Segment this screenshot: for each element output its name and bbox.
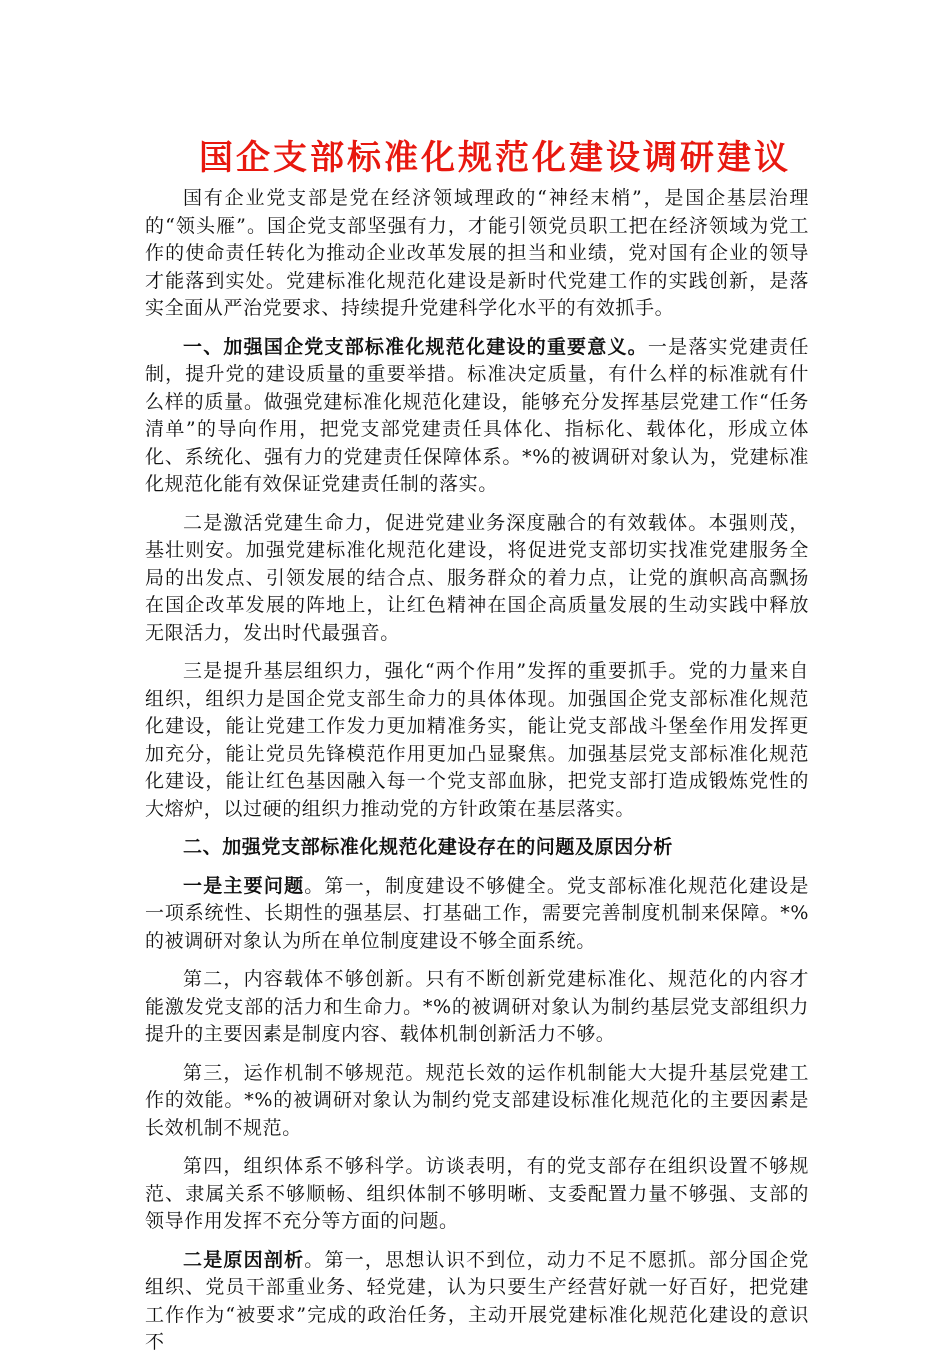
problems-paragraph-1 — [145, 873, 809, 956]
problems-p1-text: 。第一，制度建设不够健全。党支部标准化规范化建设是一项系统性、长期性的强基层、打基础工作，需要完善制度机制来保障。*%的被调研对象认为所在单位制度建设不够全面系统。 — [145, 874, 809, 952]
causes-lead: 二是原因剖析 — [183, 1248, 305, 1271]
document-title: 国企支部标准化规范化建设调研建议 — [199, 138, 791, 178]
problems-paragraph-4: 第四，组织体系不够科学。访谈表明，有的党支部存在组织设置不够规范、隶属关系不够顺畅、组织体制不够明晰、支委配置力量不够强、支部的领导作用发挥不充分等方面的问题。 — [145, 1155, 809, 1232]
section1-heading: 一、加强国企党支部标准化规范化建设的重要意义。 — [183, 335, 648, 358]
section2-heading: 二、加强党支部标准化规范化建设存在的问题及原因分析 — [183, 836, 674, 858]
problems-paragraph-3: 第三，运作机制不够规范。规范长效的运作机制能大大提升基层党建工作的效能。*%的被调研对象认为制约党支部建设标准化规范化的主要因素是长效机制不规范。 — [145, 1061, 809, 1139]
causes-p1-text: 。第一，思想认识不到位，动力不足不愿抓。部分国企党组织、党员干部重业务、轻党建，认为只要生产经营好就一好百好，把党建工作作为“被要求”完成的政治任务，主动开展党建标准化规范化建设的意识不 — [145, 1248, 809, 1353]
section1-paragraph-2: 二是激活党建生命力，促进党建业务深度融合的有效载体。本强则茂，基壮则安。加强党建标准化规范化建设，将促进党支部切实找准党建服务全局的出发点、引领发展的结合点、服务群众的着力点，让党的旗帜高高飘扬在国企改革发展的阵地上，让红色精神在国企高质量发展的生动实践中释放无限活力，发出时代最强音。 — [145, 511, 809, 644]
problems-lead: 一是主要问题 — [183, 874, 305, 897]
section1-paragraph-3: 三是提升基层组织力，强化“两个作用”发挥的重要抓手。党的力量来自组织，组织力是国企党支部生命力的具体体现。加强国企党支部标准化规范化建设，能让党建工作发力更加精准务实，能让党支部战斗堡垒作用发挥更加充分，能让党员先锋模范作用更加凸显聚焦。加强基层党支部标准化规范化建设，能让红色基因融入每一个党支部血脉，把党支部打造成锻炼党性的大熔炉，以过硬的组织力推动党的方针政策在基层落实。 — [145, 660, 809, 820]
section1-p1-text: 一是落实党建责任制，提升党的建设质量的重要举措。标准决定质量，有什么样的标准就有什么样的质量。做强党建标准化规范化建设，能够充分发挥基层党建工作“任务清单”的导向作用，把党支部党建责任具体化、指标化、载体化，形成立体化、系统化、强有力的党建责任保障体系。*%的被调研对象认为，党建标准化规范化能有效保证党建责任制的落实。 — [145, 335, 809, 495]
problems-paragraph-2: 第二，内容载体不够创新。只有不断创新党建标准化、规范化的内容才能激发党支部的活力和生命力。*%的被调研对象认为制约基层党支部组织力提升的主要因素是制度内容、载体机制创新活力不够。 — [145, 968, 809, 1045]
intro-paragraph: 国有企业党支部是党在经济领域理政的“神经末梢”，是国企基层治理的“领头雁”。国企党支部坚强有力，才能引领党员职工把在经济领域为党工作的使命责任转化为推动企业改革发展的担当和业绩，党对国有企业的领导才能落到实处。党建标准化规范化建设是新时代党建工作的实践创新，是落实全面从严治党要求、持续提升党建科学化水平的有效抓手。 — [145, 187, 809, 319]
causes-paragraph-1 — [145, 1247, 809, 1357]
section1-paragraph-1 — [145, 334, 809, 499]
document-body — [145, 185, 809, 1368]
